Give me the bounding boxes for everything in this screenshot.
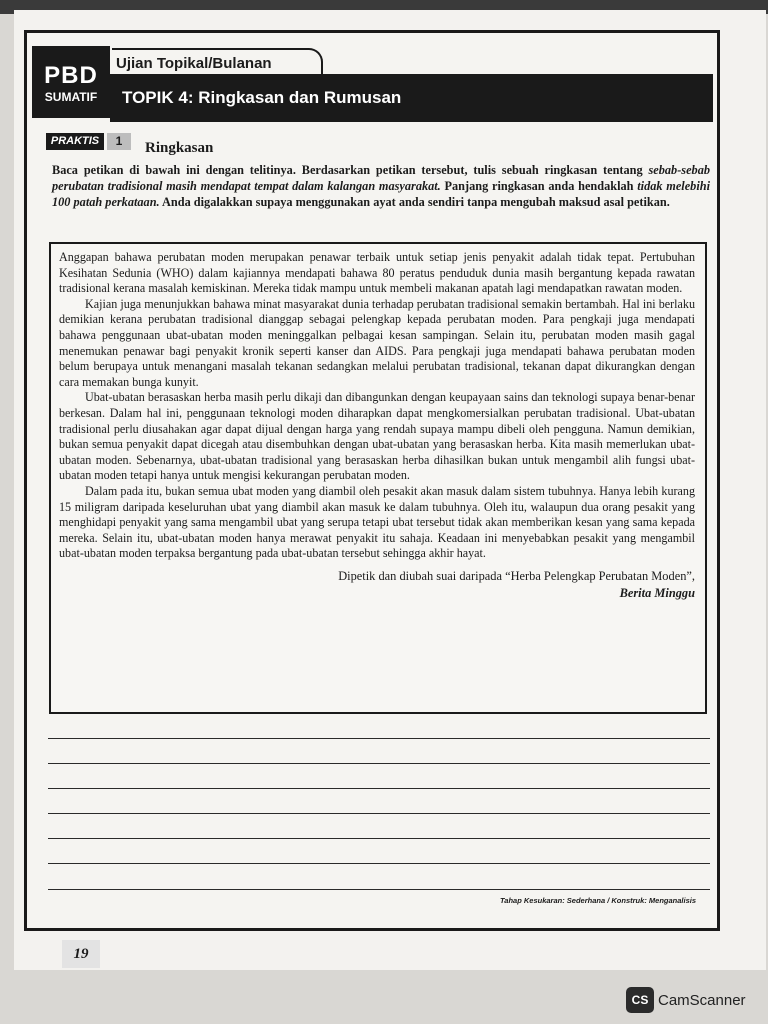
answer-line[interactable] [48,838,710,839]
instruction-part-3: Anda digalakkan supaya menggunakan ayat anda sendiri tanpa mengubah maksud asal petikan. [159,195,670,209]
passage-paragraph: Ubat-ubatan berasaskan herba masih perlu dikaji dan dibangunkan dengan keupayaan sains dan teknologi supaya benar-benar berkesan. Dalam hal ini, penggunaan teknologi moden diharapkan dapat mengkomersialkan perubatan tradisional. Ubat-ubatan tradisional perlu diusahakan agar dapat dijual dengan harga yang rendah supaya mampu dibeli oleh pengguna. Namun demikian, bukan semua penyakit dapat dicegah atau disembuhkan dengan ubat-ubatan yang berasaskan herba. Kita masih memerlukan ubat-ubatan moden. Sebenarnya, ubat-ubatan tradisional yang berasaskan herba dihasilkan bukan untuk mengambil alih fungsi ubat-ubatan moden tetapi hanya untuk mengisi kekurangan perubatan moden. [59,390,695,483]
difficulty-footnote: Tahap Kesukaran: Sederhana / Konstruk: Menganalisis [499,896,696,905]
instruction-emphasis-2: tidak melebihi 100 patah perkataan. [52,179,710,209]
instruction-text [52,162,710,210]
answer-line[interactable] [48,863,710,864]
worksheet-page [14,10,766,970]
answer-line[interactable] [48,788,710,789]
camscanner-logo-icon: CS [626,987,654,1013]
passage-paragraph: Anggapan bahawa perubatan moden merupakan penawar terbaik untuk setiap jenis penyakit adalah tidak tepat. Pertubuhan Kesihatan Sedunia (WHO) dalam kajiannya mendapati bahawa 80 peratus penduduk dunia masih bergantung kepada rawatan tradisional kerana masalah kemiskinan. Mereka tidak mampu untuk membeli makanan apatah lagi mendapatkan rawatan moden. [59,250,695,296]
passage-paragraph: Kajian juga menunjukkan bahawa minat masyarakat dunia terhadap perubatan tradisional semakin bertambah. Hal ini berlaku demikian kerana perubatan tradisional dianggap sebagai pelengkap kepada perubatan moden. Para pengkaji juga mendapati bahawa penggunaan ubat-ubatan moden meninggalkan pelbagai kesan sampingan. Selain itu, perubatan moden masih gagal menemukan penawar bagi penyakit kronik seperti kanser dan AIDS. Para pengkaji juga mendapati bahawa perubatan moden belum berupaya untuk menangani masalah tekanan sedangkan melalui perubatan tradisional, tekanan dapat dikurangkan dengan cara memakan bunga kunyit. [59,296,695,389]
instruction-emphasis-1: sebab-sebab perubatan tradisional masih mendapat tempat dalam kalangan masyarakat. [52,163,710,193]
section-title: Ringkasan [145,140,214,156]
pbd-label: PBD [44,62,98,89]
answer-line[interactable] [48,763,710,764]
source-text: Dipetik dan diubah suai daripada “Herba Pelengkap Perubatan Moden”, [338,568,695,583]
passage-paragraph: Dalam pada itu, bukan semua ubat moden yang diambil oleh pesakit akan masuk dalam sistem tubuhnya. Hanya lebih kurang 15 miligram daripada keseluruhan ubat yang diambil akan masuk ke dalam tubuhnya. Oleh itu, walaupun dua orang pesakit yang menghidapi penyakit yang sama mengambil ubat yang serupa tetapi ubat tersebut tidak akan memberikan kesan yang sama kepada mereka. Selain itu, ubat-ubatan moden hanya merawat penyakit itu sahaja. Keadaan ini menyebabkan pesakit yang mengambil ubat-ubatan moden terpaksa bergantung pada ubat-ubatan tersebut sehingga akhir hayat. [59,483,695,561]
exam-type-label: Ujian Topikal/Bulanan [112,48,323,78]
pbd-badge [32,46,110,118]
camscanner-text: CamScanner [658,991,746,1009]
sumatif-label: SUMATIF [44,90,98,104]
praktis-number: 1 [107,133,131,150]
answer-line[interactable] [48,738,710,739]
answer-line[interactable] [48,813,710,814]
passage-box [49,242,707,714]
camscanner-watermark [626,986,746,1014]
topic-title: TOPIK 4: Ringkasan dan Rumusan [110,74,713,122]
answer-line[interactable] [48,889,710,890]
instruction-part-2: Panjang ringkasan anda hendaklah [440,179,638,193]
page-number: 19 [62,940,100,968]
instruction-part-1: Baca petikan di bawah ini dengan telitinya. Berdasarkan petikan tersebut, tulis sebuah ringkasan tentang [52,163,649,177]
passage-source [59,568,695,602]
praktis-label: PRAKTIS [46,133,104,150]
source-publication: Berita Minggu [619,585,695,600]
